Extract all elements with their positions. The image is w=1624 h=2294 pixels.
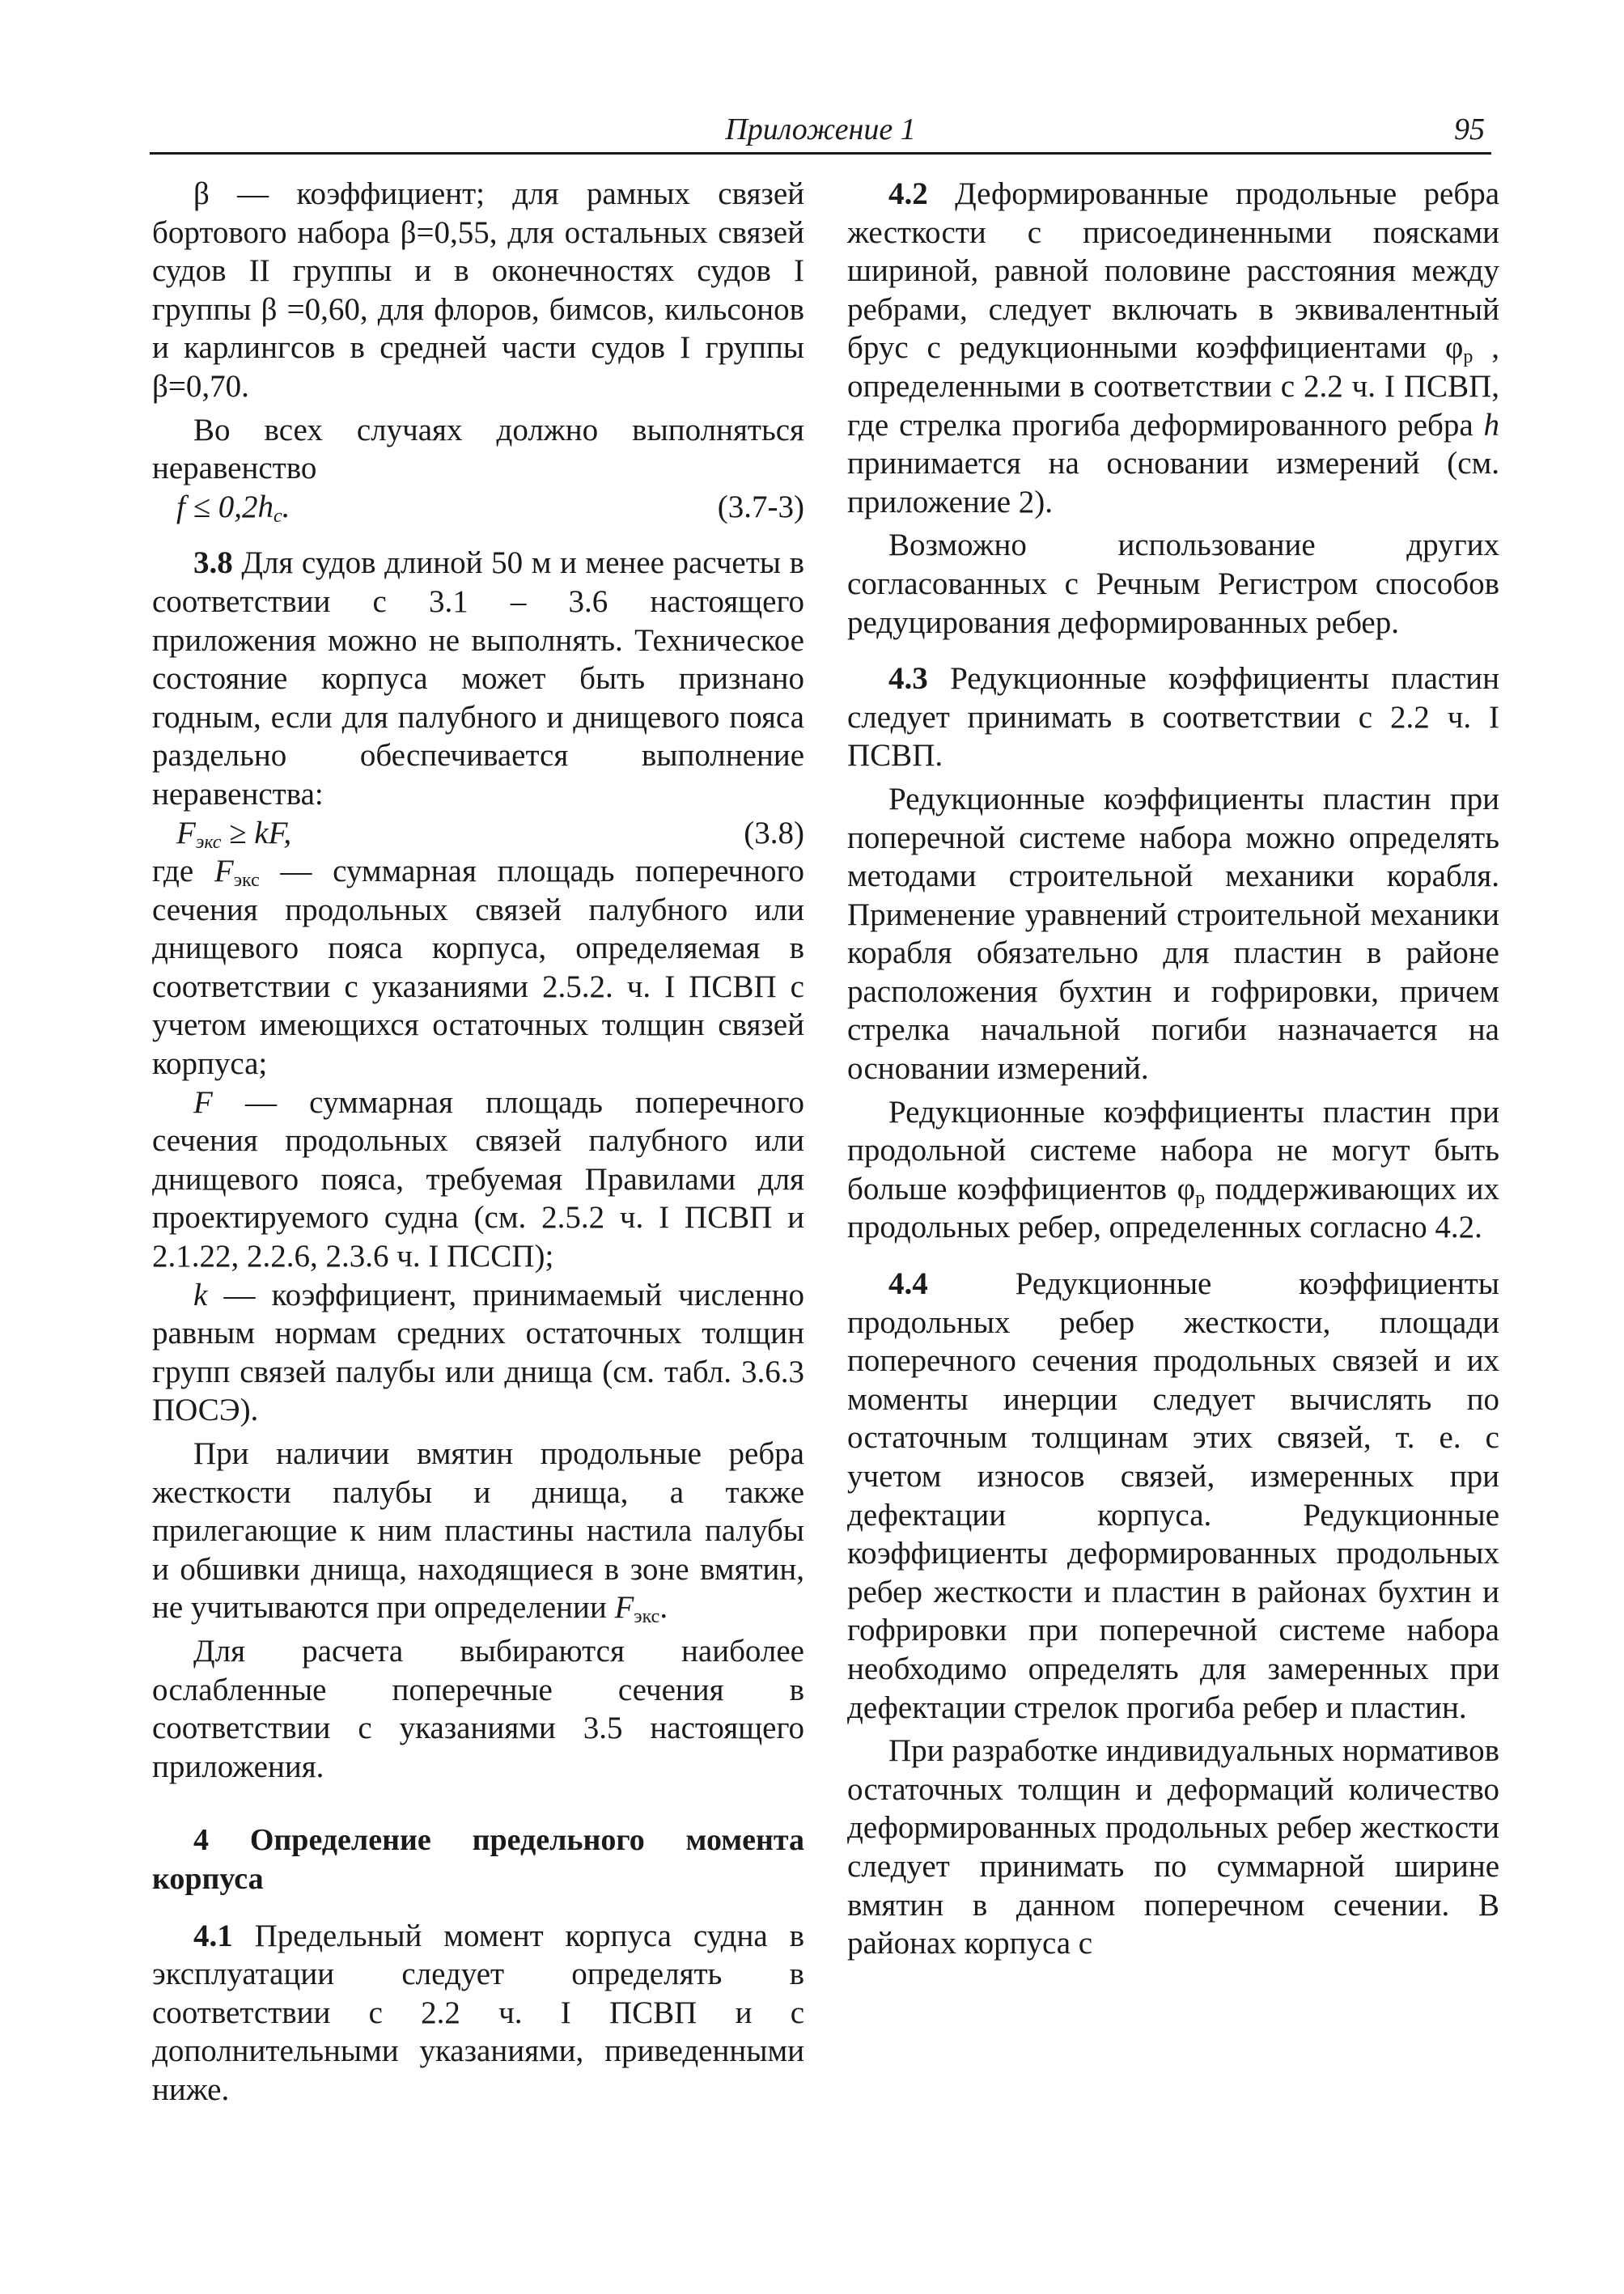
paragraph-text: — коэффициент, принимаемый численно равным нормам средних остаточных толщин групп связей палубы или днища (см. табл. 3.6.3 ПОСЭ). [152,1277,804,1428]
left-column [152,175,804,2110]
formula-lhs: f ≤ 0,2h [176,489,273,524]
paragraph-other-methods: Возможно использование других согласованных с Речным Регистром способов редуцирования деформированных ребер. [847,528,1499,640]
formula-dot: . [282,489,290,524]
formula-number: (3.8) [744,815,804,850]
paragraph-transverse-system: Редукционные коэффициенты пластин при поперечной системе набора можно определять методами строительной механики корабля. Применение уравнений строительной механики корабля обязательно для пластин в районе расположения бухтин и гофрировки, причем стрелка начальной погиби назначается на основании измерений. [847,781,1499,1087]
paragraph-text: При наличии вмятин продольные ребра жесткости палубы и днища, а также прилегающие к ним пластины настила палубы и обшивки днища, находящиеся в зоне вмятин, не учитываются при определении [152,1436,804,1626]
paragraph-longitudinal-system [847,1093,1499,1247]
formula-F: F [176,815,196,850]
paragraph-text: принимается на основании измерений (см. приложение 2). [847,446,1499,519]
paragraph-text: — суммарная площадь поперечного сечения продольных связей палубного или днищевого пояса, требуемая Правилами для проектируемого судна (см. 2.5.2 ч. I ПСВП и 2.1.22, 2.2.6, 2.3.6 ч. I ПССП); [152,1084,804,1274]
symbol-subscript: р [1463,346,1473,368]
symbol-F: F [214,854,234,889]
symbol-F: F [193,1084,213,1120]
running-title: Приложение 1 [725,112,916,146]
clause-number: 4.2 [888,176,928,211]
paragraph-k-definition [152,1276,804,1430]
formula-3-8 [152,814,804,853]
paragraph-beta-coefficient: β — коэффициент; для рамных связей бортового набора β=0,55, для остальных связей судов II группы и в оконечностях судов I группы β =0,60, для флоров, бимсов, кильсонов и карлингсов в средней части судов I группы β=0,70. [152,176,804,404]
symbol-k: k [193,1277,208,1312]
paragraph-text: Деформированные продольные ребра жесткости с присоединенными поясками шириной, равной половине расстояния между ребрами, следует включать в эквивалентный брус с редукционными коэффициентами φ [847,176,1499,366]
paragraph-text: Редукционные коэффициенты пластин следует принимать в соответствии с 2.2 ч. I ПСВП. [847,661,1499,774]
paragraph-4-4 [847,1265,1499,1727]
paragraph-4-3 [847,659,1499,775]
right-column [847,175,1499,1963]
symbol-F: F [614,1590,634,1626]
formula-subscript: экс [195,831,222,853]
paragraph-F-definition [152,1083,804,1276]
clause-number: 4.3 [888,661,928,697]
formula-3-7-3 [152,488,804,527]
paragraph-end: . [659,1590,668,1626]
running-header [150,112,1491,155]
paragraph-calculation-sections: Для расчета выбираются наиболее ослабленные поперечные сечения в соответствии с указаниями 3.5 настоящего приложения. [152,1633,804,1784]
paragraph-text: Для судов длиной 50 м и менее расчеты в соответствии с 3.1 – 3.6 настоящего приложения можно не выполнять. Техническое состояние корпуса может быть признано годным, если для палубного и днищевого пояса раздельно обеспечивается выполнение неравенства: [152,545,804,812]
paragraph-text: , определенными в соответствии с 2.2 ч. I ПСВП, где стрелка прогиба деформированного ребра [847,330,1499,443]
formula-rest: ≥ kF, [221,815,292,850]
paragraph-text: — суммарная площадь поперечного сечения продольных связей палубного или днищевого пояса корпуса, определяемая в соответствии с указаниями 2.5.2. ч. I ПСВП с учетом имеющихся остаточных толщин связей корпуса; [152,854,804,1082]
clause-number: 3.8 [193,545,233,581]
symbol-subscript: экс [233,870,260,892]
formula-number: (3.7-3) [717,489,804,524]
symbol-subscript: р [1195,1187,1206,1209]
symbol-subscript: экс [634,1606,660,1628]
paragraph-individual-norms: При разработке индивидуальных нормативов остаточных толщин и деформаций количество деформированных продольных ребер жесткости следует принимать по суммарной ширине вмятин в данном поперечном сечении. В районах корпуса с [847,1733,1499,1961]
clause-number: 4.1 [193,1918,233,1953]
paragraph-where-Fexc [152,852,804,1083]
paragraph-text: поддерживающих их продольных ребер, определенных согласно 4.2. [847,1171,1499,1245]
paragraph-text: Редукционные коэффициенты пластин при продольной системе набора не могут быть больше коэффициентов φ [847,1094,1499,1206]
paragraph-dents [152,1435,804,1627]
symbol-h: h [1483,407,1499,443]
paragraph-4-1 [152,1917,804,2110]
clause-number: 4.4 [888,1266,928,1302]
paragraph-inequality-intro: Во всех случаях должно выполняться неравенство [152,412,804,486]
section-heading-4: 4 Определение предельного момента корпуса [152,1823,804,1896]
formula-subscript: c [273,505,282,527]
page-number: 95 [1454,112,1485,146]
paragraph-text: Редукционные коэффициенты продольных ребер жесткости, площади поперечного сечения продольных связей и их моменты инерции следует вычислять по остаточным толщинам этих связей, т. е. с учетом износов связей, измеренных при дефектации корпуса. Редукционные коэффициенты деформированных продольных ребер жесткости и пластин в районах бухтин и гофрировки при поперечной системе набора необходимо определять для замеренных при дефектации стрелок прогиба ребер и пластин. [847,1266,1499,1725]
paragraph-3-8 [152,544,804,813]
where-word: где [152,854,214,889]
paragraph-4-2 [847,175,1499,521]
paragraph-text: Предельный момент корпуса судна в эксплуатации следует определять в соответствии с 2.2 ч. I ПСВП и с дополнительными указаниями, приведенными ниже. [152,1918,804,2107]
